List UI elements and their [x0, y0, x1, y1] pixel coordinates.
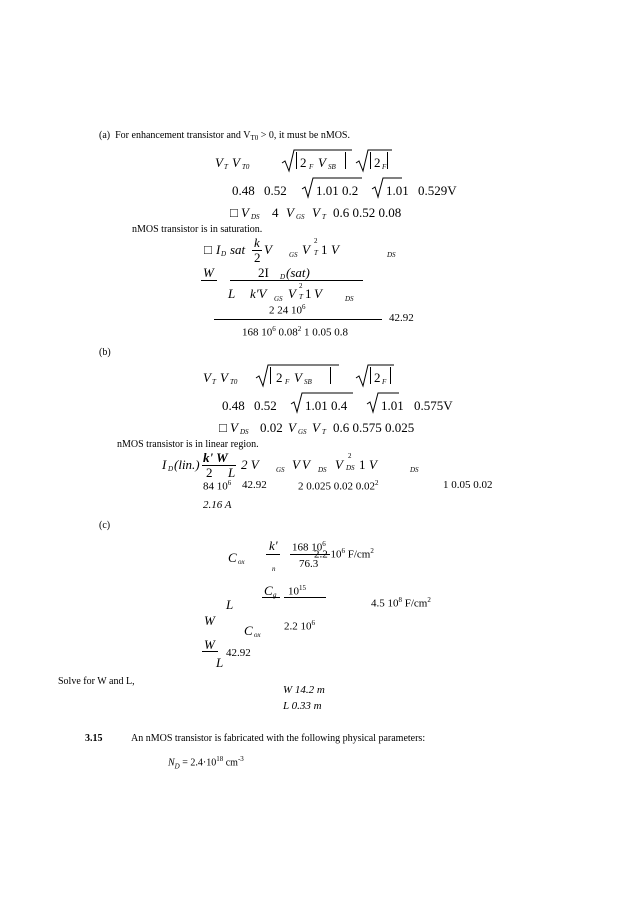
- problem-text: An nMOS transistor is fabricated with the following physical parameters:: [131, 733, 426, 744]
- part-c-label: (c): [99, 520, 111, 531]
- linear-region-note: nMOS transistor is in linear region.: [117, 439, 259, 450]
- saturation-note: nMOS transistor is in saturation.: [132, 224, 263, 235]
- problem-nd-line: $N_D = 2.4\cdot 10^{18}$ $cm^{-3}$: [168, 755, 244, 771]
- part-a-intro: (a) For enhancement transistor and $V_{T0} > 0$, it must be nMOS.: [99, 130, 350, 142]
- l-result: L 0.33 m: [283, 700, 322, 712]
- sqrt-symbol: [282, 149, 352, 173]
- part-b-id-result: 2.16 A: [203, 499, 232, 511]
- document-page: (a) For enhancement transistor and $V_{T0} > 0$, it must be nMOS. V T V T0 2 F V SB 2 F 0.48 0.52 1.01 0.2 1.01 0.529V □ V DS 4 V GS V T 0.6 0.52 0.08 nMOS transistor is in saturation. □ I D sat k 2 V GS V 2 T 1 V DS W 2I D (sat) L k'V GS V 2 T 1 V DS 2 24 $10^6$ 168 $10^6$ 0.08$^2$ 1 0.05 0.8 42.92 (b) V T V T0 2 F V SB 2 F 0.48 0.52 1.01 0.4 1.01 0.575V □ V DS 0.02 V GS V T 0.6 0.575 0.025 nMOS transistor is in linear region. I D (lin.) k' W 2 L 2 V GS V V DS V 2 DS 1 V DS 84 $10^6$ 42.92 2 0.025 0.02 0.02$^2$ 1 0.05 0.02 2.16 A (c) C ox k' n 168 $10^6$ 76.3 2.2 $10^6$ $F/cm^2$ C g L W C ox $10^{15}$ 2.2 $10^6$ 4.5 $10^8$ $F/cm^2$ W L 42.92 Solve for W and L, W 14.2 m L 0.33 m 3.15 An nMOS transistor is fabricated with the following physical parameters: $N_D = 2.4\cdot 10^{18}$ $cm^{-3}$: [58, 130, 493, 771]
- problem-number: 3.15: [85, 733, 103, 744]
- w-result: W 14.2 m: [283, 684, 325, 696]
- solve-note: Solve for W and L,: [58, 676, 135, 687]
- part-b-label: (b): [99, 347, 111, 358]
